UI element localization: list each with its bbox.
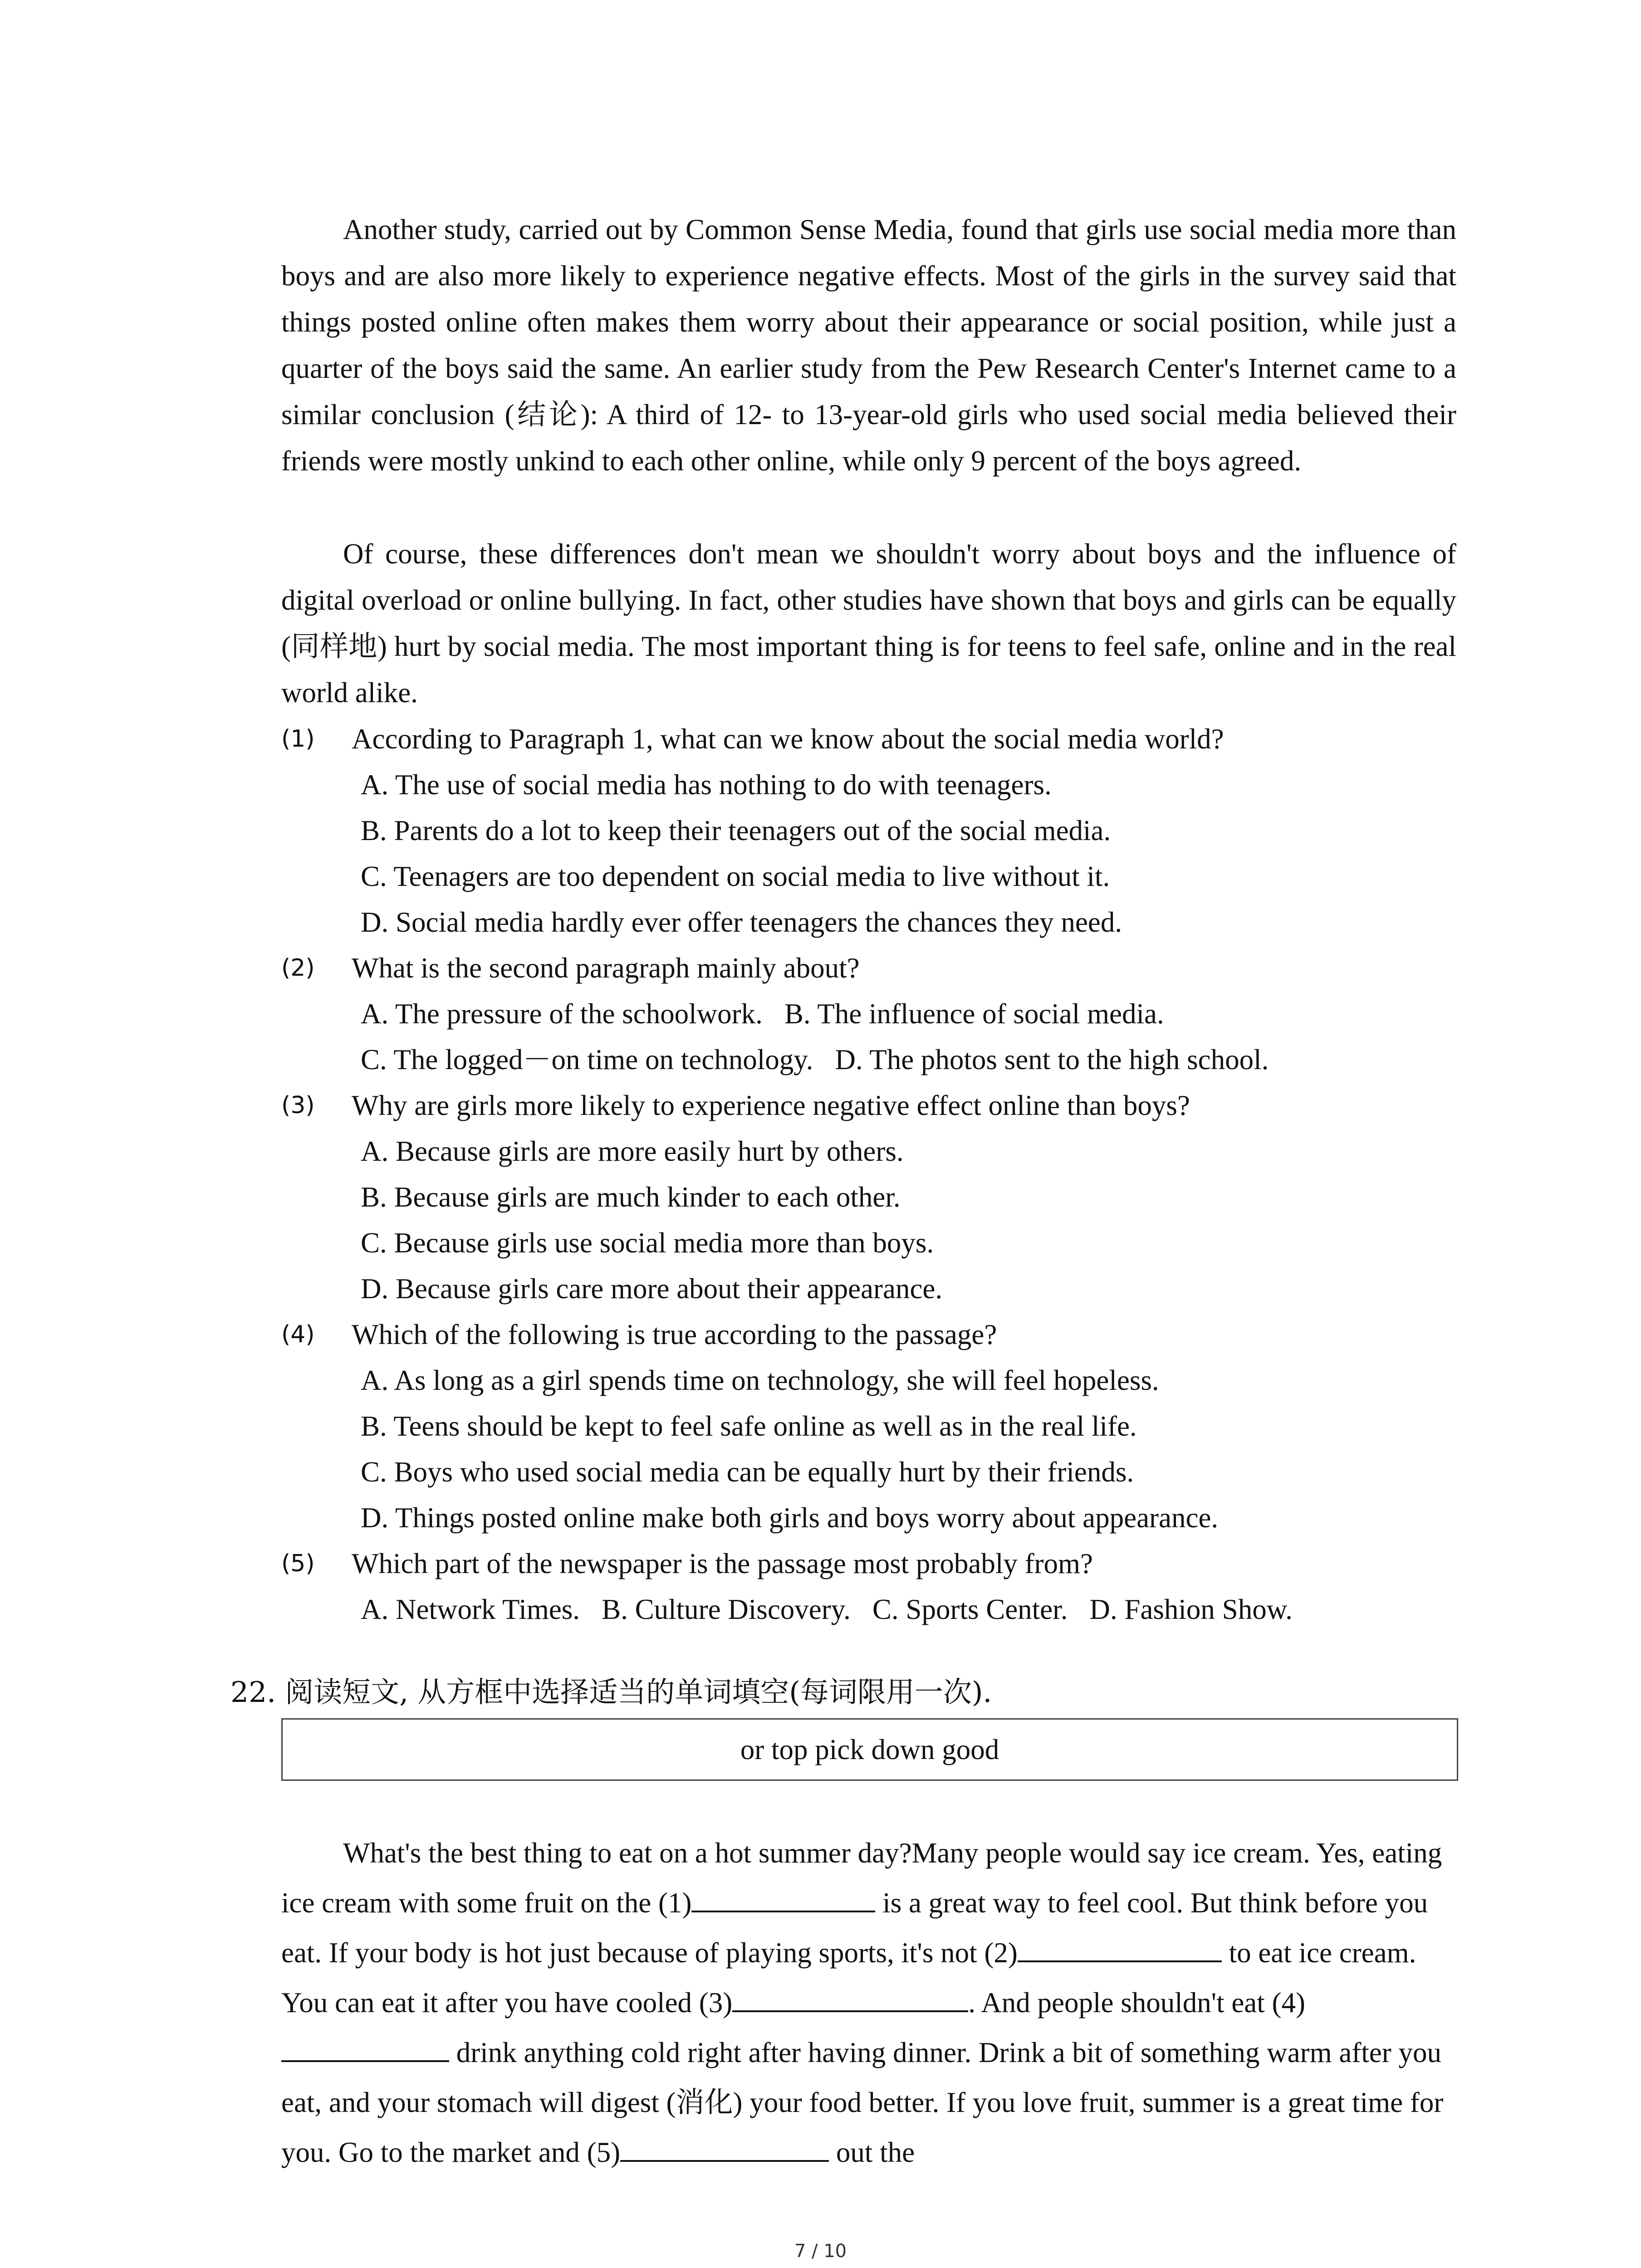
cloze-text-3: to eat ice cream. You can eat it after you have cooled (3): [281, 1937, 1416, 2019]
question-text: According to Paragraph 1, what can we know about the social media world?: [352, 723, 1224, 755]
answer-blank-2[interactable]: [1018, 1931, 1222, 1962]
option-2c: C. The logged－on time on technology.: [361, 1044, 813, 1075]
option-4a: A. As long as a girl spends time on technology, she will feel hopeless.: [361, 1364, 1159, 1396]
cloze-text-5: drink anything cold right after having dinner. Drink a bit of something warm after you eat, and your stomach will digest (消化) your food better. If you love fruit, summer is a great time for you. Go to the market and (5): [281, 2037, 1444, 2168]
word-bank-text: or top pick down good: [740, 1733, 999, 1765]
option-2d: D. The photos sent to the high school.: [835, 1044, 1269, 1075]
option-4c: C. Boys who used social media can be equally hurt by their friends.: [361, 1456, 1134, 1488]
question-number: (4): [281, 1321, 315, 1348]
passage-paragraph-2: Of course, these differences don't mean we shouldn't worry about boys and the influence of digital overload or online bullying. In fact, other studies have shown that boys and girls can be equally (同样地) hurt by social media. The most important thing is for teens to feel safe, online and in the real world alike.: [281, 538, 1456, 709]
option-1a: A. The use of social media has nothing to do with teenagers.: [361, 769, 1052, 801]
question-text: Which part of the newspaper is the passage most probably from?: [352, 1548, 1093, 1579]
option-4b: B. Teens should be kept to feel safe online as well as in the real life.: [361, 1410, 1137, 1442]
question-text: What is the second paragraph mainly about?: [352, 952, 860, 984]
option-3b: B. Because girls are much kinder to each other.: [361, 1181, 901, 1213]
answer-blank-4[interactable]: [281, 2031, 449, 2062]
answer-blank-3[interactable]: [732, 1981, 968, 2012]
option-1d: D. Social media hardly ever offer teenagers the chances they need.: [361, 906, 1122, 938]
cloze-passage: [281, 1828, 1461, 2177]
option-5a: A. Network Times.: [361, 1593, 580, 1625]
question-number: (2): [281, 954, 315, 982]
cloze-text-4: . And people shouldn't eat (4): [968, 1987, 1305, 2019]
option-4d: D. Things posted online make both girls and boys worry about appearance.: [361, 1502, 1219, 1534]
option-5d: D. Fashion Show.: [1089, 1593, 1293, 1625]
question-number: (5): [281, 1550, 315, 1577]
option-3c: C. Because girls use social media more than boys.: [361, 1227, 934, 1259]
question-text: Why are girls more likely to experience negative effect online than boys?: [352, 1090, 1190, 1121]
answer-blank-5[interactable]: [620, 2131, 829, 2162]
question-text: Which of the following is true according to the passage?: [352, 1319, 997, 1350]
option-row-2cd: [361, 1036, 1290, 1083]
option-1c: C. Teenagers are too dependent on social media to live without it.: [361, 860, 1110, 892]
word-bank-box: [281, 1718, 1458, 1781]
option-3a: A. Because girls are more easily hurt by others.: [361, 1135, 904, 1167]
cloze-text-1: What's the best thing to eat on a hot summer day?Many people would say ice cream. Yes, eating ice cream with some fruit on the (1): [281, 1837, 1442, 1919]
page-number: 7 / 10: [794, 2241, 847, 2262]
option-1b: B. Parents do a lot to keep their teenagers out of the social media.: [361, 815, 1111, 846]
section-22-title: 22. 阅读短文, 从方框中选择适当的单词填空(每词限用一次).: [230, 1676, 992, 1709]
question-number: (1): [281, 725, 315, 753]
question-number: (3): [281, 1092, 315, 1119]
option-2a: A. The pressure of the schoolwork.: [361, 998, 763, 1030]
option-row-2ab: [361, 991, 1186, 1037]
cloze-text-2: is a great way to feel cool. But think before you eat. If your body is hot just because of playing sports, it's not (2): [281, 1887, 1428, 1969]
option-row-5: [361, 1586, 1314, 1633]
cloze-text-6: out the: [829, 2136, 915, 2168]
option-5c: C. Sports Center.: [872, 1593, 1068, 1625]
option-2b: B. The influence of social media.: [784, 998, 1164, 1030]
answer-blank-1[interactable]: [691, 1882, 875, 1912]
passage-paragraph-1: Another study, carried out by Common Sense Media, found that girls use social media more than boys and are also more likely to experience negative effects. Most of the girls in the survey said that things posted online often makes them worry about their appearance or social position, while just a quarter of the boys said the same. An earlier study from the Pew Research Center's Internet came to a similar conclusion (结论): A third of 12- to 13-year-old girls who used social media believed their friends were mostly unkind to each other online, while only 9 percent of the boys agreed.: [281, 214, 1456, 477]
option-5b: B. Culture Discovery.: [602, 1593, 851, 1625]
option-3d: D. Because girls care more about their appearance.: [361, 1273, 943, 1305]
